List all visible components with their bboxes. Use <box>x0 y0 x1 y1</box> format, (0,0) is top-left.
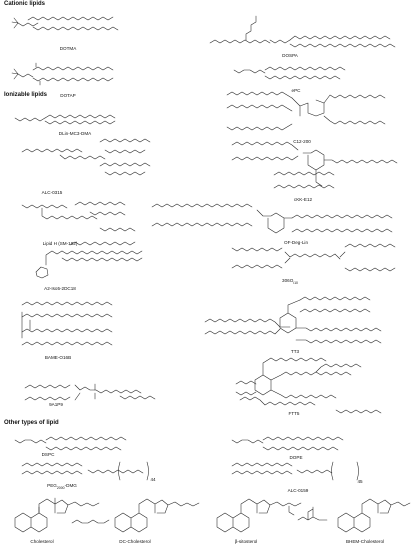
c12-200-structure <box>227 92 385 130</box>
label-dc-cholesterol: DC-Cholesterol <box>119 539 151 544</box>
label-9a1p9: 9A1P9 <box>49 402 63 407</box>
label-dlin-mc3-dma: DLin-MC3-DMA <box>58 131 92 136</box>
label-alc-0315: ALC-0315 <box>41 190 63 195</box>
a2-iso5-2dc18-structure <box>36 242 142 278</box>
beta-sitosterol-structure <box>217 499 301 532</box>
cholesterol-structure <box>15 498 99 532</box>
section-ionizable-title: Ionizable lipids <box>4 92 48 98</box>
dspc-structure <box>15 437 126 450</box>
label-ftt5: FTT5 <box>288 411 300 416</box>
label-alc-0159: ALC-0159 <box>287 488 309 493</box>
label-dope: DOPE <box>289 455 303 460</box>
dotma-structure <box>12 17 118 30</box>
label-c12-200: C12-200 <box>293 139 311 144</box>
label-cholesterol: Cholesterol <box>30 539 54 544</box>
label-tt3: TT3 <box>290 349 300 354</box>
label-dotma: DOTMA <box>59 46 77 51</box>
9a1p9-structure <box>25 384 155 400</box>
label-a2-iso5-2dc18: A2-Iso5-2DC18 <box>44 286 76 291</box>
dope-structure <box>232 437 343 450</box>
of-deg-lin-structure <box>152 204 392 233</box>
label-peg-repeat: 44 <box>150 477 156 482</box>
alc-0159-structure <box>232 462 359 480</box>
label-ckk-e12: cKK-E12 <box>293 197 313 202</box>
lipid-h-sm-102-structure <box>22 202 135 231</box>
dc-cholesterol-structure <box>72 499 199 532</box>
peg2000-dmg-structure <box>22 462 149 480</box>
tt3-structure <box>205 297 381 343</box>
label-alc-repeat: 45 <box>357 479 363 484</box>
epc-structure <box>234 67 345 79</box>
306oi10-structure <box>232 244 395 271</box>
ckk-e12-structure <box>232 142 397 188</box>
bhem-cholesterol-structure <box>298 499 410 532</box>
label-306oi10: $306O_{i10}$ <box>282 278 298 285</box>
label-dspc: DSPC <box>41 452 55 457</box>
label-dospa: DOSPA <box>282 53 298 58</box>
label-lipid-h: Lipid H (SM-102) <box>42 241 78 246</box>
label-peg2000-dmg: $PEG_{2000}$-DMG <box>47 483 77 490</box>
dlin-mc3-dma-structure <box>15 115 115 124</box>
ftt5-structure <box>236 358 381 413</box>
label-bhem-cholesterol: BHEM-Cholesterol <box>345 539 385 544</box>
label-of-deg-lin: OF-Deg-Lin <box>284 240 308 245</box>
alc-0315-structure <box>22 139 150 175</box>
dospa-structure <box>210 16 395 47</box>
section-other-title: Other types of lipid <box>4 420 59 426</box>
section-cationic-title: Cationic lipids <box>4 1 46 7</box>
bame-o16b-structure <box>22 302 112 345</box>
label-epc: ePC <box>291 88 301 93</box>
dotap-structure <box>12 63 113 85</box>
label-bame-o16b: BAME-O16B <box>44 355 72 360</box>
label-dotap: DOTAP <box>60 93 76 98</box>
label-beta-sitosterol: β-sitosterol <box>234 539 258 544</box>
